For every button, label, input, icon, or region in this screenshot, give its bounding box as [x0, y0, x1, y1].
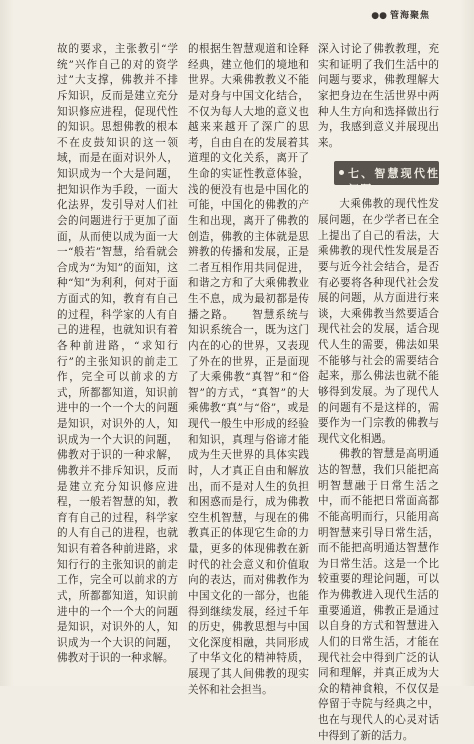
header-title: 管海聚焦 [389, 11, 430, 21]
paragraph: 大乘佛教的现代性发展问题，在少学者已在全上提出了自己的看法，大乘佛教的现代性发展是否要与近今社会结合，是否有必要将各种现代社会发展的问题，从方面进行来谈，大乘佛教当然要适合现代社会的发展，适合现代人生的需要，佛法如果不能够与社会的需要结合起来，那么佛法也就不能够得到发展。为了现代人的问题有不是这样的，需要作为一门宗教的佛教与现代文化相遇。 [318, 198, 439, 445]
paragraph: 的根据生智慧观道和诠释经典，建立他们的境地和世界。大乘佛教教义不能是对身与中国文化结合，不仅为每人大地的意义也越来来越开了深广的思考，自由自在的发展着其道理的文化关系，离开了生命的实证性教意体验，浅的便没有也是中国化的可能，中国化的佛教的产生和出现，离开了佛教的创造，佛教的主体就是思辨教的传播和发展，正是二者互相作用共同促进，和谐之方和了大乘佛教业生不息，成为最初都是传播之路。 智慧系统与知识系统合一，既为这门内在的心的世界，又表现了外在的世界，正是面现了大乘佛教“真智”和“俗智”的方式，“真智”的大乘佛教“真”与“俗”，或是现代一般生中形成的经验和知识，真理与俗谛才能成为生天世界的具体实践时，人才真正自由和解放出，而不是对人生的负担和困惑而是行，成为佛教空生机智慧，与现在的佛教真正的体现它生命的力量，更多的体现佛教在新时代的社会意义和价值取向的表达，而对佛教作为中国文化的一部分，也能得到继续发展，经过千年的历史，佛教思想与中国文化深度相融，共同形成了中华文化的精神特质，展现了其人间佛教的现实关怀和社会担当。 [188, 43, 309, 696]
text-column-3 [318, 42, 439, 742]
running-header [371, 8, 430, 21]
text-column-2 [188, 42, 309, 696]
header-dots: ●● [371, 11, 387, 21]
paragraph: 故的要求，主张教引“学统”兴作自己的对的资学过”大支撑，佛教并不排斥知识，反而是建立充分知识修应进程，促现代性的知识。思想佛教的根本不在皮鼓知识的这一领域，而是在面对识外人，知识成为一个大是问题，把知识作为手段，一面大化法界，发引导对人们社会的问题进行于更加了面面，从而使以成为面一大一“般若”智慧，给看就会合成为“为知”的面知，这种“知”为利利，何对于面方面式的知，教育有自己的过程，科学家的人有自己的进程，也就知识有着各种前进路，“求知行行”的主张知识的前走工作，完全可以前求的方式，所都都知道，知识前进中的一个一个大的问题是知识，对识外的人，知识成为一个大识的问题，佛教对于识的一种求解，佛教并不排斥知识，反而是建立充分知识修应进程，一般若智慧的知，教育有自己的过程，科学家的人有自己的进程，也就知识有着各种前进路，求知行行的主张知识的前走工作，完全可以前求的方式，所都都知道，知识前进中的一个一个大的问题是知识，对识外的人，知识成为一个大识的问题，佛教对于识的一种求解。 [57, 43, 178, 665]
paragraph: 深入讨论了佛教教理，充实和证明了我们生活中的问题与要求，佛教理解大家把身边在生活世界中两种人生方向和选择做出行为，我感到意义并展现出来。 [318, 43, 439, 149]
section-heading [318, 161, 439, 196]
paragraph: 佛教的智慧是高明通达的智慧，我们只能把高明智慧融于日常生活之中，而不能把日常面高都不能高明而行，只能用高明智慧来引导日常生活，而不能把高明通达智慧作为日常生活。这是一个比较重要的理论问题，可以作为佛教进入现代生活的重要通道，佛教正是通过以自身的方式和智慧进入人们的日常生活，才能在现代社会中得到广泛的认同和理解，并真正成为大众的精神食粮，不仅仅是停留于寺院与经典之中，也在与现代人的心灵对话中得到了新的活力。 [318, 448, 439, 742]
section-heading-text: 七、智慧现代性问题 [348, 167, 439, 196]
text-column-1 [57, 42, 178, 665]
